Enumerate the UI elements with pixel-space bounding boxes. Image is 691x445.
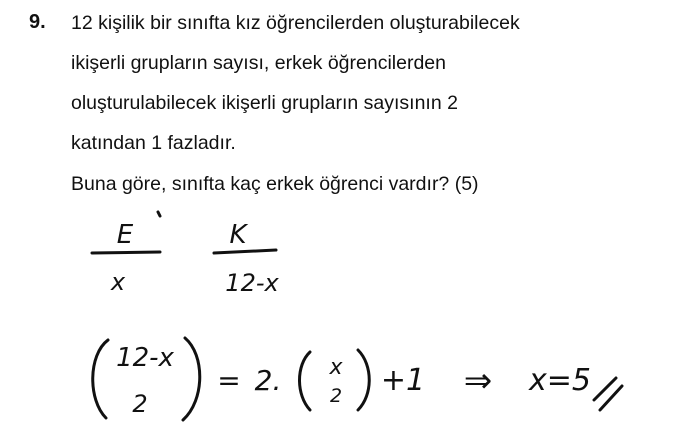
question-line-5: Buna göre, sınıfta kaç erkek öğrenci vardır? (5) [71, 173, 479, 195]
question-line-1: 12 kişilik bir sınıfta kız öğrencilerden oluşturabilecek [71, 12, 520, 34]
binomial-right-bottom: 2 [329, 385, 343, 407]
girls-count: 12-x [225, 269, 279, 297]
boys-count: x [110, 268, 126, 296]
result: x=5 [529, 363, 591, 398]
plus-one: +1 [380, 363, 426, 398]
binomial-left-bottom: 2 [132, 390, 148, 418]
boys-fraction-bar [92, 252, 160, 253]
left-paren-close [183, 338, 200, 420]
question-number: 9. [29, 11, 46, 33]
equals-sign: = [217, 364, 241, 397]
question-line-4: katından 1 fazladır. [71, 132, 236, 154]
question-line-2: ikişerli grupların sayısı, erkek öğrencilerden [71, 52, 446, 74]
boys-label: E [116, 220, 134, 250]
question-line-3: oluşturulabilecek ikişerli grupların sayısının 2 [71, 92, 458, 114]
binomial-left-top: 12-x [116, 343, 174, 373]
implies-arrow: ⇒ [463, 361, 493, 401]
right-paren-open [300, 352, 311, 410]
coefficient: 2. [254, 364, 282, 397]
pen-mark [158, 212, 160, 216]
left-paren-open [93, 340, 108, 418]
right-paren-close [358, 350, 369, 410]
binomial-right-top: x [329, 355, 343, 380]
girls-label: K [229, 220, 247, 250]
girls-fraction-bar [214, 250, 276, 253]
